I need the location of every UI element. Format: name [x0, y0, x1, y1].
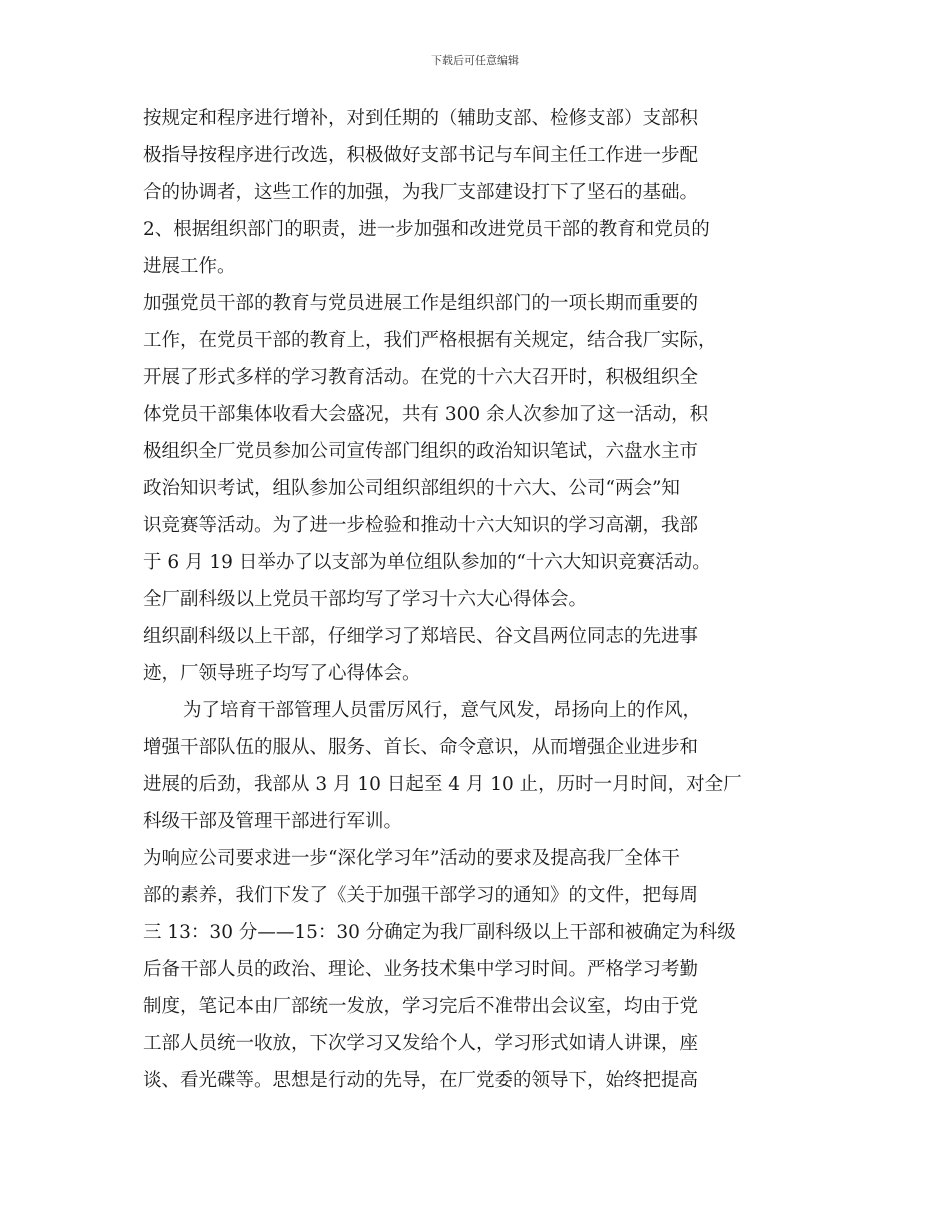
text-line: 极组织全厂党员参加公司宣传部门组织的政治知识笔试，六盘水主市 — [143, 441, 699, 462]
text-line: 工作，在党员干部的教育上，我们严格根据有关规定，结合我厂实际， — [143, 330, 717, 351]
text-line: 政治知识考试，组队参加公司组织部组织的十六大、公司“两会”知 — [143, 478, 680, 499]
text-line: 为响应公司要求进一步“深化学习年”活动的要求及提高我厂全体干 — [143, 848, 680, 869]
text-line: 2、根据组织部门的职责，进一步加强和改进党员干部的教育和党员的 — [143, 219, 710, 240]
text-line: 三 13：30 分——15：30 分确定为我厂副科级以上干部和被确定为科级 — [143, 922, 736, 943]
text-line: 按规定和程序进行增补，对到任期的（辅助支部、检修支部）支部积 — [143, 108, 699, 129]
text-line: 后备干部人员的政治、理论、业务技术集中学习时间。严格学习考勤 — [143, 959, 699, 980]
text-line: 部的素养，我们下发了《关于加强干部学习的通知》的文件，把每周 — [143, 885, 699, 906]
text-line: 迹，厂领导班子均写了心得体会。 — [143, 663, 421, 684]
text-line: 极指导按程序进行改选，积极做好支部书记与车间主任工作进一步配 — [143, 145, 699, 166]
text-line: 为了培育干部管理人员雷厉风行，意气风发，昂扬向上的作风， — [183, 700, 702, 721]
text-line: 增强干部队伍的服从、服务、首长、命令意识，从而增强企业进步和 — [143, 737, 699, 758]
text-line: 谈、看光碟等。思想是行动的先导，在厂党委的领导下，始终把提高 — [143, 1070, 699, 1091]
text-line: 科级干部及管理干部进行军训。 — [143, 811, 403, 832]
text-line: 加强党员干部的教育与党员进展工作是组织部门的一项长期而重要的 — [143, 293, 699, 314]
text-line: 于 6 月 19 日举办了以支部为单位组队参加的“十六大知识竞赛活动。 — [143, 552, 711, 573]
text-line: 制度，笔记本由厂部统一发放，学习完后不准带出会议室，均由于党 — [143, 996, 699, 1017]
text-line: 组织副科级以上干部，仔细学习了郑培民、谷文昌两位同志的先进事 — [143, 626, 699, 647]
text-line: 工部人员统一收放，下次学习又发给个人，学习形式如请人讲课，座 — [143, 1033, 699, 1054]
text-line: 进展工作。 — [143, 256, 236, 277]
text-line: 进展的后劲，我部从 3 月 10 日起至 4 月 10 止，历时一月时间，对全厂 — [143, 774, 742, 795]
text-line: 识竞赛等活动。为了进一步检验和推动十六大知识的学习高潮，我部 — [143, 515, 699, 536]
document-body — [143, 100, 809, 1099]
page-header: 下载后可任意编辑 — [431, 54, 519, 67]
text-line: 合的协调者，这些工作的加强，为我厂支部建设打下了坚石的基础。 — [143, 182, 699, 203]
text-line: 体党员干部集体收看大会盛况，共有 300 余人次参加了这一活动，积 — [143, 404, 709, 425]
text-line: 全厂副科级以上党员干部均写了学习十六大心得体会。 — [143, 589, 588, 610]
text-line: 开展了形式多样的学习教育活动。在党的十六大召开时，积极组织全 — [143, 367, 699, 388]
